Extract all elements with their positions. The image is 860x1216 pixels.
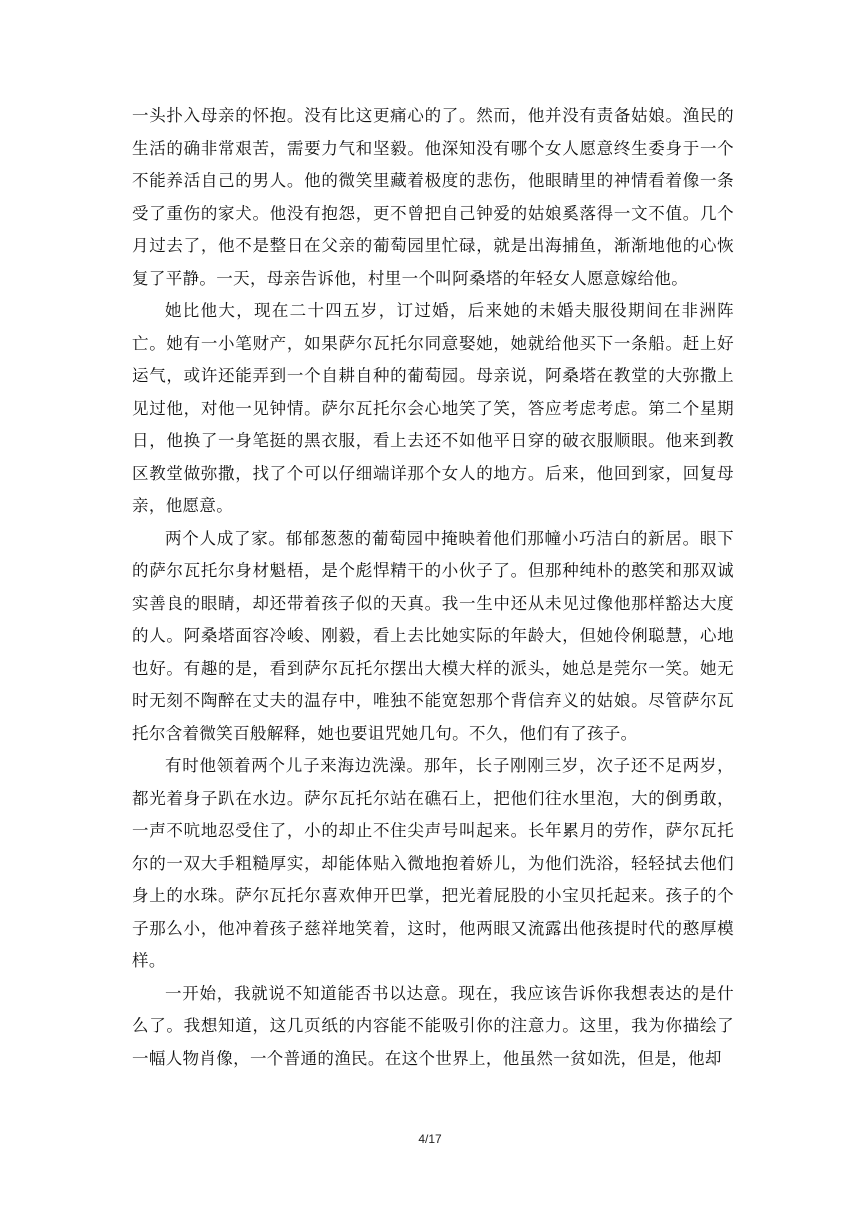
paragraph-4: 有时他领着两个儿子来海边洗澡。那年，长子刚刚三岁，次子还不足两岁，都光着身子趴在水边。萨尔瓦托尔站在礁石上，把他们往水里泡，大的倒勇敢，一声不吭地忍受住了，小的却止不住尖声号叫起来。长年累月的劳作，萨尔瓦托尔的一双大手粗糙厚实，却能体贴入微地抱着娇儿，为他们洗浴，轻轻拭去他们身上的水珠。萨尔瓦托尔喜欢伸开巴掌，把光着屁股的小宝贝托起来。孩子的个子那么小，他冲着孩子慈祥地笑着，这时，他两眼又流露出他孩提时代的憨厚模样。: [132, 756, 734, 970]
body-text: [132, 100, 734, 1075]
paragraph-1: 一头扑入母亲的怀抱。没有比这更痛心的了。然而，他并没有责备姑娘。渔民的生活的确非常艰苦，需要力气和坚毅。他深知没有哪个女人愿意终生委身于一个不能养活自己的男人。他的微笑里藏着极度的悲伤，他眼睛里的神情看着像一条受了重伤的家犬。他没有抱怨，更不曾把自己钟爱的姑娘奚落得一文不值。几个月过去了，他不是整日在父亲的葡萄园里忙碌，就是出海捕鱼，渐渐地他的心恢复了平静。一天，母亲告诉他，村里一个叫阿桑塔的年轻女人愿意嫁给他。: [132, 106, 734, 288]
paragraph-5: 一开始，我就说不知道能否书以达意。现在，我应该告诉你我想表达的是什么了。我想知道，这几页纸的内容能不能吸引你的注意力。这里，我为你描绘了一幅人物肖像，一个普通的渔民。在这个世界上，他虽然一贫如洗，但是，他却: [132, 983, 734, 1068]
page-number: 4/17: [418, 1132, 442, 1146]
paragraph-2: 她比他大，现在二十四五岁，订过婚，后来她的未婚夫服役期间在非洲阵亡。她有一小笔财产，如果萨尔瓦托尔同意娶她，她就给他买下一条船。赶上好运气，或许还能弄到一个自耕自种的葡萄园。母亲说，阿桑塔在教堂的大弥撒上见过他，对他一见钟情。萨尔瓦托尔会心地笑了笑，答应考虑考虑。第二个星期日，他换了一身笔挺的黑衣服，看上去还不如他平日穿的破衣服顺眼。他来到教区教堂做弥撒，找了个可以仔细端详那个女人的地方。后来，他回到家，回复母亲，他愿意。: [132, 301, 734, 515]
paragraph-3: 两个人成了家。郁郁葱葱的葡萄园中掩映着他们那幢小巧洁白的新居。眼下的萨尔瓦托尔身材魁梧，是个彪悍精干的小伙子了。但那种纯朴的憨笑和那双诚实善良的眼睛，却还带着孩子似的天真。我一生中还从未见过像他那样豁达大度的人。阿桑塔面容冷峻、刚毅，看上去比她实际的年龄大，但她伶俐聪慧，心地也好。有趣的是，看到萨尔瓦托尔摆出大模大样的派头，她总是莞尔一笑。她无时无刻不陶醉在丈夫的温存中，唯独不能宽恕那个背信弃义的姑娘。尽管萨尔瓦托尔含着微笑百般解释，她也要诅咒她几句。不久，他们有了孩子。: [132, 528, 734, 743]
